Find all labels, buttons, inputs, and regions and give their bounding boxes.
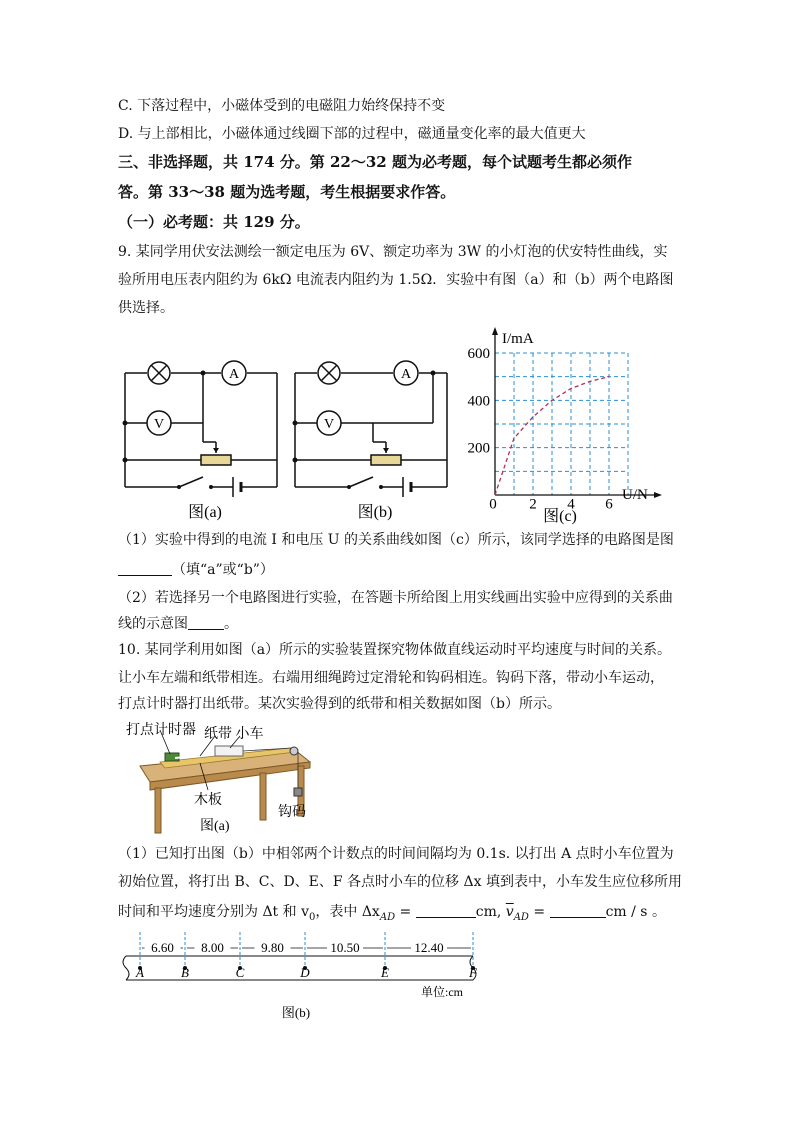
tape-unit: 单位:cm xyxy=(421,985,463,999)
apparatus-caption: 图(a) xyxy=(200,819,230,834)
tape-segment-label: 9.80 xyxy=(261,940,284,955)
tape-point-label: C xyxy=(235,965,245,980)
tape-segment-label: 6.60 xyxy=(151,940,174,955)
tape-segment-label: 12.40 xyxy=(414,940,444,955)
q9-line-3: 供选择。 xyxy=(118,300,174,316)
tape-segment-label: 8.00 xyxy=(201,940,224,955)
tape-point-label: F xyxy=(469,965,477,980)
q9-part1-line-2: （填“a”或“b”） xyxy=(118,560,274,580)
graph-y-label: I/mA xyxy=(502,331,534,347)
q10-line-1: 10. 某同学利用如图（a）所示的实验装置探究物体做直线运动时平均速度与时间的关系。 xyxy=(118,642,672,658)
voltmeter-label: V xyxy=(153,417,165,432)
graph-x-label: U/N xyxy=(622,487,648,503)
board-label: 木板 xyxy=(194,793,222,808)
section-3-heading-2: 答。第 33～38 题为选考题，考生根据要求作答。 xyxy=(118,183,456,201)
q9-line-2: 验所用电压表内阻约为 6kΩ 电流表内阻约为 1.5Ω．实验中有图（a）和（b）两个电路图 xyxy=(118,272,674,288)
q10-line-3: 打点计时器打出纸带。某次实验得到的纸带和相关数据如图（b）所示。 xyxy=(118,696,561,712)
answer-blank[interactable] xyxy=(416,903,476,918)
tape-point-label: D xyxy=(300,965,310,980)
option-d: D. 与上部相比，小磁体通过线圈下部的过程中，磁通量变化率的最大值更大 xyxy=(118,126,586,142)
ammeter-label: A xyxy=(400,367,412,382)
tape-cart-label: 纸带 小车 xyxy=(204,727,264,742)
q9-part2-line-1: （2）若选择另一个电路图进行实验，在答题卡所给图上用实线画出实验中应得到的关系曲 xyxy=(118,590,673,606)
y-tick-label: 400 xyxy=(467,393,490,410)
x-tick-label: 4 xyxy=(567,496,575,513)
x-tick-label: 2 xyxy=(529,496,537,513)
ammeter-label: A xyxy=(228,367,240,382)
section-3-heading-1: 三、非选择题，共 174 分。第 22～32 题为必考题，每个试题考生都必须作 xyxy=(118,153,632,171)
y-tick-label: 600 xyxy=(467,346,490,362)
q9-part1-line-1: （1）实验中得到的电流 I 和电压 U 的关系曲线如图（c）所示，该同学选择的电路图是图 xyxy=(118,532,674,548)
circuit-a-diagram xyxy=(115,355,285,525)
q10-part1-line-3: 时间和平均速度分别为 Δt 和 $v_0$，表中 $\Delta x_{AD}$ = cm, $\overline{v}_{AD}$ = cm / s 。 xyxy=(118,904,666,923)
q10-part1-line-2: 初始位置，将打出 B、C、D、E、F 各点时小车的位移 Δx 填到表中，小车发生应位移所用 xyxy=(118,874,682,890)
q10-line-2: 让小车左端和纸带相连。右端用细绳跨过定滑轮和钩码相连。钩码下落，带动小车运动， xyxy=(118,670,664,686)
voltmeter-label: V xyxy=(323,417,335,432)
ticker-tape-diagram xyxy=(118,928,508,1023)
iu-curve xyxy=(495,377,609,495)
weight-label: 钩码 xyxy=(278,805,306,820)
y-tick-label: 200 xyxy=(467,440,490,457)
tape-point-label: E xyxy=(381,965,389,980)
circuit-a-caption: 图(a) xyxy=(188,504,222,521)
x-tick-label: 6 xyxy=(605,496,613,513)
answer-blank[interactable] xyxy=(550,903,606,918)
circuit-b-caption: 图(b) xyxy=(357,504,393,521)
q9-line-1: 9. 某同学用伏安法测绘一额定电压为 6V、额定功率为 3W 的小灯泡的伏安特性曲线，实 xyxy=(118,244,668,260)
answer-blank[interactable] xyxy=(188,615,224,630)
iu-graph xyxy=(460,325,670,525)
tape-caption: 图(b) xyxy=(281,1005,311,1020)
tape-point-label: A xyxy=(136,965,144,980)
circuit-b-diagram xyxy=(285,355,455,525)
option-c: C. 下落过程中，小磁体受到的电磁阻力始终保持不变 xyxy=(118,98,446,114)
graph-caption: 图(c) xyxy=(543,508,577,525)
apparatus-diagram xyxy=(120,718,320,838)
q9-part2-line-2: 线的示意图 。 xyxy=(118,616,238,632)
timer-label: 打点计时器 xyxy=(126,723,196,738)
tape-segment-label: 10.50 xyxy=(330,940,360,955)
tape-point-label: B xyxy=(181,965,189,980)
required-heading: （一）必考题：共 129 分。 xyxy=(118,213,310,231)
x-tick-label: 0 xyxy=(489,496,497,513)
q10-part1-line-1: （1）已知打出图（b）中相邻两个计数点的时间间隔均为 0.1s. 以打出 A 点时小车位置为 xyxy=(118,846,674,862)
answer-blank[interactable] xyxy=(118,561,172,576)
